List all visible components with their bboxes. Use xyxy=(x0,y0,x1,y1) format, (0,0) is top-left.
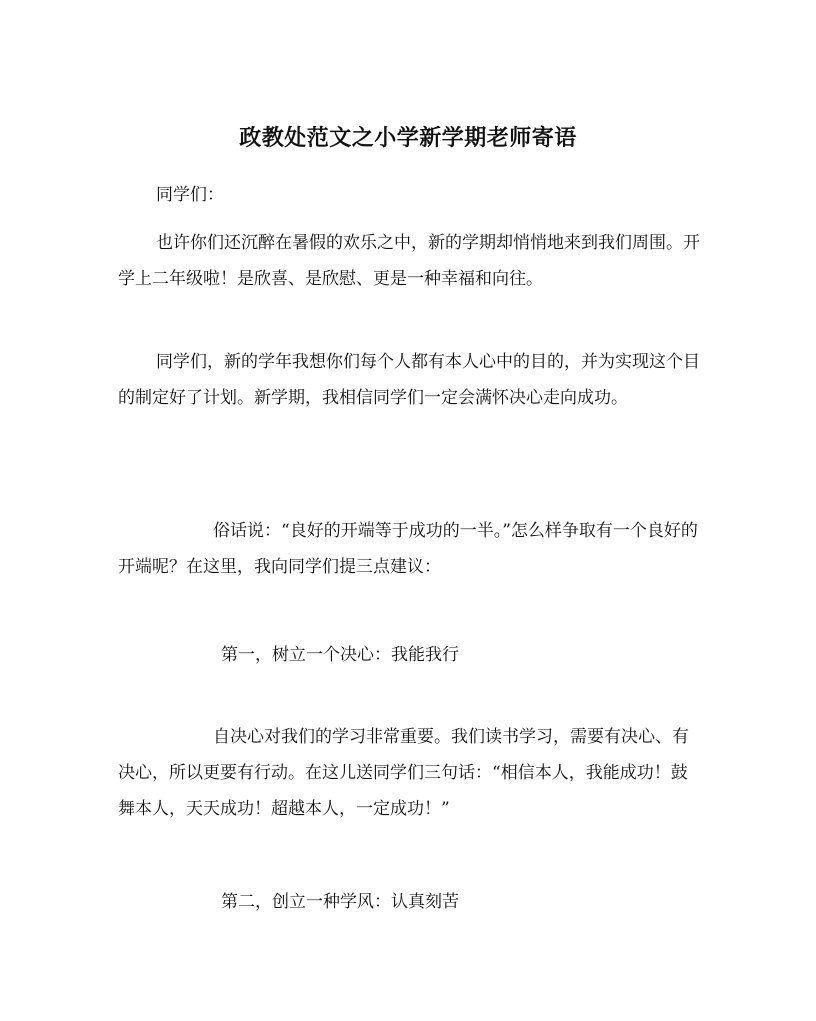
document-title: 政教处范文之小学新学期老师寄语 xyxy=(239,124,577,151)
paragraph-goals: 同学们，新的学年我想你们每个人都有本人心中的目的，并为实现这个目的制定好了计划。新学期，我相信同学们一定会满怀决心走向成功。 xyxy=(118,352,700,408)
paragraph-confidence: 自决心对我们的学习非常重要。我们读书学习，需要有决心、有决心，所以更要有行动。在这儿送同学们三句话：“相信本人，我能成功！鼓舞本人，天天成功！超越本人，一定成功！” xyxy=(118,727,689,819)
suggestion-heading-2: 第二，创立一种学风：认真刻苦 xyxy=(221,892,459,912)
paragraph-intro: 也许你们还沉醉在暑假的欢乐之中，新的学期却悄悄地来到我们周围。开学上二年级啦！是欣喜、是欣慰、更是一种幸福和向往。 xyxy=(118,233,700,289)
suggestion-heading-1: 第一，树立一个决心：我能我行 xyxy=(221,645,459,665)
salutation: 同学们： xyxy=(156,185,224,205)
paragraph-proverb: 俗话说：“良好的开端等于成功的一半。”怎么样争取有一个良好的开端呢？在这里，我向同学们提三点建议： xyxy=(118,521,698,577)
